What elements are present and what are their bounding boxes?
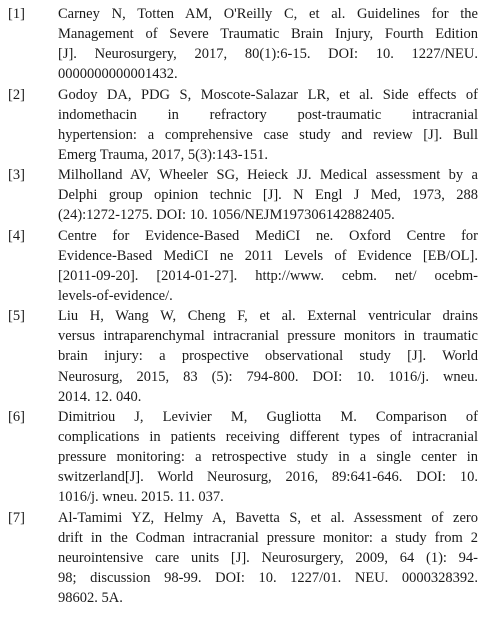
reference-entry [0, 508, 496, 609]
reference-line: Liu H, Wang W, Cheng F, et al. External ventricular drains [58, 308, 478, 325]
reference-line: Delphi group opinion technic [J]. N Engl J Med, 1973, 288 [58, 187, 478, 204]
reference-line: indomethacin in refractory post-traumatic intracranial [58, 106, 478, 123]
reference-list [0, 4, 496, 608]
reference-number: [7] [8, 509, 25, 526]
reference-number: [5] [8, 308, 25, 325]
reference-line: Centre for Evidence-Based MediCI ne. Oxford Centre for [58, 227, 478, 244]
reference-entry [0, 226, 496, 307]
reference-line: hypertension: a comprehensive case study and review [J]. Bull [58, 126, 478, 143]
reference-entry [0, 165, 496, 225]
reference-line: 2014. 12. 040. [58, 388, 142, 405]
reference-number: [1] [8, 6, 25, 22]
reference-entry [0, 306, 496, 407]
reference-line: complications in patients receiving different types of intracranial [58, 428, 478, 445]
reference-line: neurointensive care units [J]. Neurosurgery, 2009, 64 (1): 94- [58, 549, 478, 566]
reference-line: Dimitriou J, Levivier M, Gugliotta M. Comparison of [58, 408, 478, 425]
reference-line: Evidence-Based MediCI ne 2011 Levels of Evidence [EB/OL]. [58, 247, 478, 264]
reference-text [58, 226, 478, 307]
reference-line: 98; discussion 98-99. DOI: 10. 1227/01. NEU. 0000328392. [58, 569, 478, 586]
reference-line: [J]. Neurosurgery, 2017, 80(1):6-15. DOI: 10. 1227/NEU. [58, 46, 478, 63]
reference-number: [6] [8, 408, 25, 425]
reference-line: pressure monitoring: a retrospective study in a single center in [58, 449, 478, 466]
reference-number: [3] [8, 167, 25, 184]
reference-line: Godoy DA, PDG S, Moscote-Salazar LR, et al. Side effects of [58, 86, 478, 103]
reference-line: 98602. 5A. [58, 590, 123, 607]
reference-text [58, 508, 478, 609]
reference-line: Emerg Trauma, 2017, 5(3):143-151. [58, 146, 268, 163]
reference-line: Management of Severe Traumatic Brain Injury, Fourth Edition [58, 26, 478, 43]
reference-line: 0000000000001432. [58, 66, 178, 83]
reference-entry [0, 4, 496, 85]
reference-line: levels-of-evidence/. [58, 287, 173, 304]
reference-line: [2011-09-20]. [2014-01-27]. http://www. cebm. net/ ocebm- [58, 267, 478, 284]
reference-text [58, 4, 478, 85]
reference-line: Al-Tamimi YZ, Helmy A, Bavetta S, et al. Assessment of zero [58, 509, 478, 526]
reference-line: versus intraparenchymal intracranial pressure monitors in traumatic [58, 328, 478, 345]
reference-line: Milholland AV, Wheeler SG, Heieck JJ. Medical assessment by a [58, 167, 478, 184]
reference-text [58, 306, 478, 407]
reference-entry [0, 407, 496, 508]
reference-entry [0, 85, 496, 166]
reference-line: Neurosurg, 2015, 83 (5): 794-800. DOI: 10. 1016/j. wneu. [58, 368, 478, 385]
reference-text [58, 407, 478, 508]
reference-text [58, 165, 478, 225]
reference-line: 1016/j. wneu. 2015. 11. 037. [58, 489, 224, 506]
reference-line: brain injury: a prospective observational study [J]. World [58, 348, 478, 365]
reference-line: switzerland[J]. World Neurosurg, 2016, 89:641-646. DOI: 10. [58, 469, 478, 486]
reference-number: [2] [8, 86, 25, 103]
reference-line: (24):1272-1275. DOI: 10. 1056/NEJM197306142882405. [58, 207, 395, 224]
reference-line: drift in the Codman intracranial pressure monitor: a study from 2 [58, 529, 478, 546]
reference-text [58, 85, 478, 166]
reference-line: Carney N, Totten AM, O'Reilly C, et al. Guidelines for the [58, 6, 478, 22]
reference-number: [4] [8, 227, 25, 244]
